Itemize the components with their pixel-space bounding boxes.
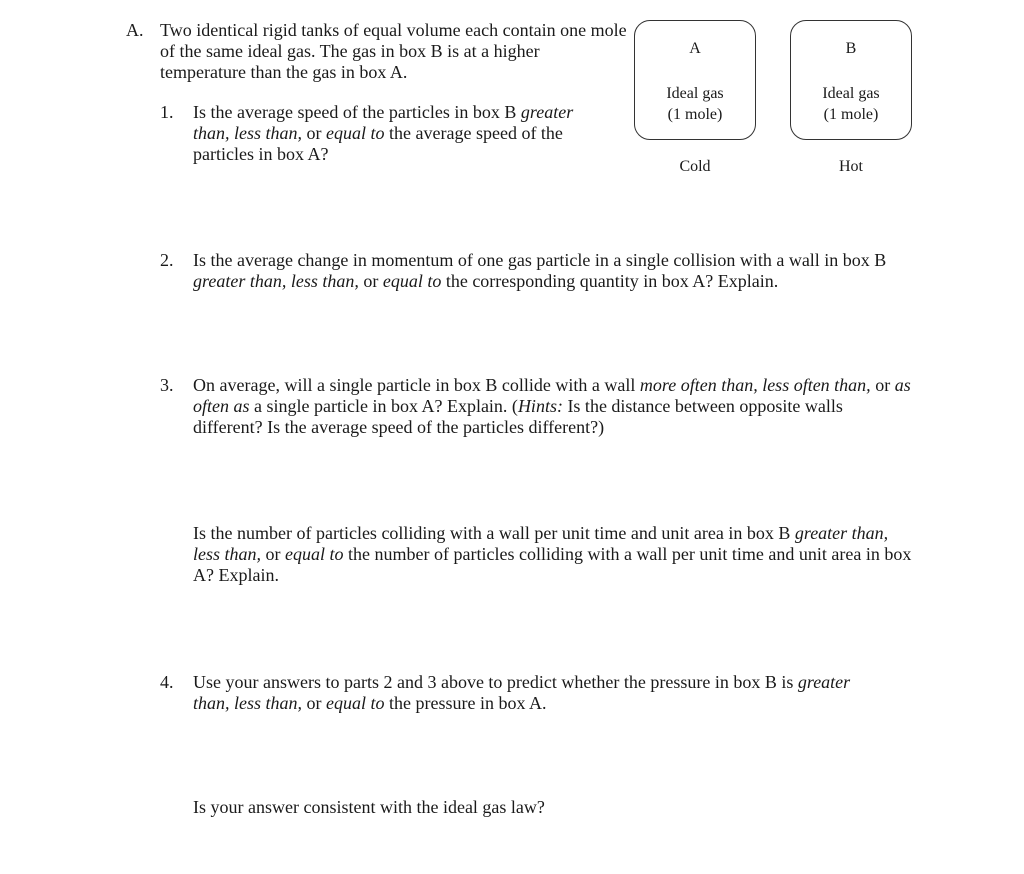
question-3: On average, will a single particle in box B collide with a wall more often than, less often than, or as often as a single particle in box A? Explain. (Hints: Is the distance between opposite walls different? Is the average speed of the particles different?) [193, 375, 911, 437]
question-2-number: 2. [160, 250, 174, 270]
tank-b-temperature: Hot [839, 158, 863, 175]
tank-b-label: B [845, 40, 857, 57]
question-2: Is the average change in momentum of one gas particle in a single collision with a wall in box B greater than, less than, or equal to the corresponding quantity in box A? Explain. [193, 250, 887, 291]
tank-a-gas: Ideal gas [666, 85, 724, 102]
section-letter: A. [126, 20, 144, 40]
question-1-number: 1. [160, 102, 174, 122]
question-4-followup: Is your answer consistent with the ideal gas law? [193, 797, 545, 817]
tank-b-amount: (1 mole) [823, 106, 879, 123]
question-1: Is the average speed of the particles in box B greater than, less than, or equal to the average speed of the particles in box A? [193, 102, 574, 164]
tank-b-gas: Ideal gas [822, 85, 880, 102]
tank-a-label: A [689, 40, 701, 57]
question-3-number: 3. [160, 375, 174, 395]
tank-a-amount: (1 mole) [667, 106, 723, 123]
question-3-followup: Is the number of particles colliding with a wall per unit time and unit area in box B greater than, less than, or equal to the number of particles colliding with a wall per unit time and unit area in box A? Explain. [193, 523, 912, 585]
tank-a [634, 20, 756, 140]
question-4: Use your answers to parts 2 and 3 above to predict whether the pressure in box B is greater than, less than, or equal to the pressure in box A. [193, 672, 851, 713]
tank-a-temperature: Cold [679, 158, 711, 175]
intro-paragraph: Two identical rigid tanks of equal volume each contain one mole of the same ideal gas. The gas in box B is at a higher temperature than the gas in box A. [160, 20, 627, 82]
tank-b [790, 20, 912, 140]
question-4-number: 4. [160, 672, 174, 692]
